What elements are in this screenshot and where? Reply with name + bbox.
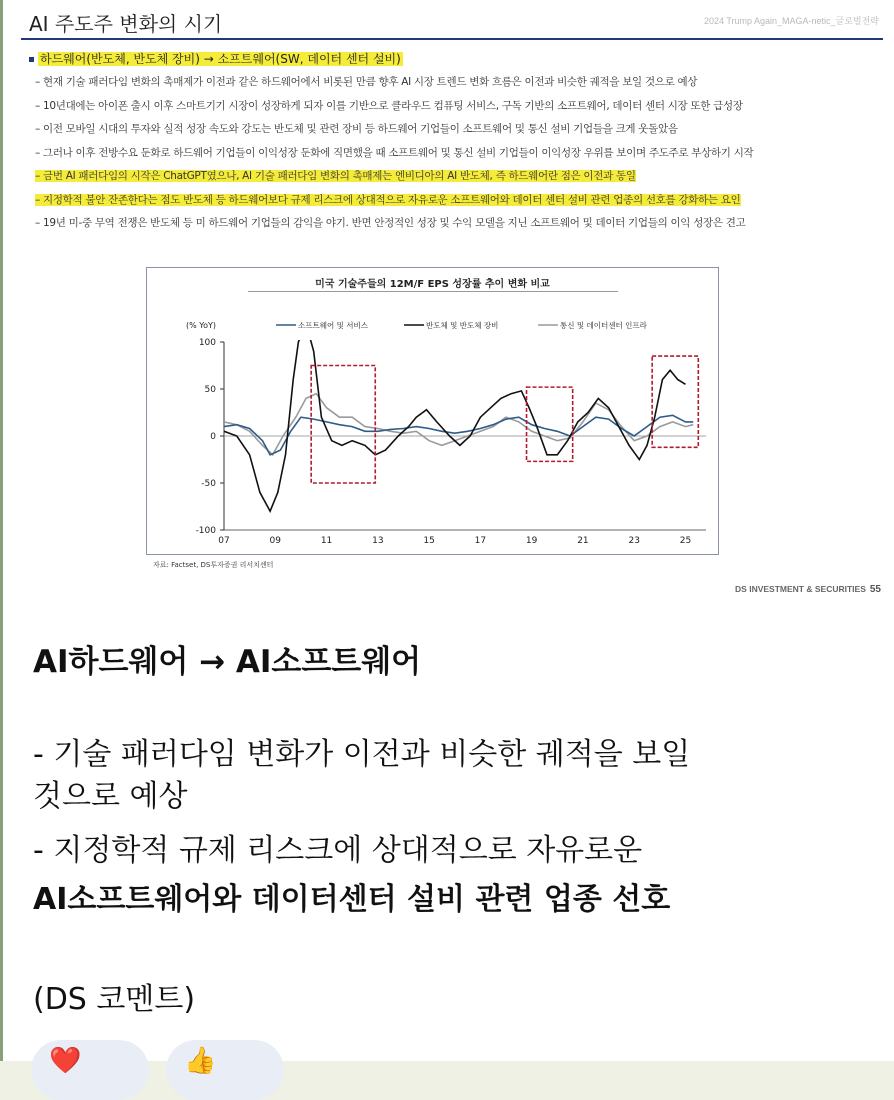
bullet-item: – 지정학적 불안 잔존한다는 점도 반도체 등 하드웨어보다 규제 리스크에 상대적으로 자유로운 소프트웨어와 데이터 센터 설비 관련 업종의 선호를 강화하는 요인 bbox=[35, 194, 741, 206]
slide-footer: DS INVESTMENT & SECURITIES 55 bbox=[735, 584, 881, 595]
message-line: 것으로 예상 bbox=[33, 779, 188, 814]
y-tick-label: 50 bbox=[204, 385, 216, 395]
page-number: 55 bbox=[869, 584, 881, 595]
bullet-item: – 이전 모바일 시대의 투자와 실적 성장 속도와 강도는 반도체 및 관련 장비 등 하드웨어 기업들이 소프트웨어 및 통신 설비 기업들을 크게 웃돌았음 bbox=[35, 123, 678, 135]
thumbs-up-icon: 👍 bbox=[184, 1046, 217, 1076]
x-tick-label: 15 bbox=[423, 536, 435, 546]
bullet-item: – 그러나 이후 전방수요 둔화로 하드웨어 기업들이 이익성장 둔화에 직면했을 때 소프트웨어 및 통신 설비 기업들이 이익성장 우위를 보이며 주도주로 부상하기 시작 bbox=[35, 147, 754, 159]
slide-heading: 하드웨어(반도체, 반도체 장비) → 소프트웨어(SW, 데이터 센터 설비) bbox=[29, 50, 403, 67]
x-tick-label: 11 bbox=[320, 536, 333, 546]
x-tick-label: 13 bbox=[372, 536, 384, 546]
highlight-box bbox=[652, 356, 698, 447]
bullet-square-icon bbox=[29, 57, 34, 62]
legend-label: 소프트웨어 및 서비스 bbox=[298, 321, 368, 330]
x-tick-label: 21 bbox=[577, 536, 589, 546]
message-line: - 지정학적 규제 리스크에 상대적으로 자유로운 bbox=[33, 833, 643, 868]
heart-icon: ❤️ bbox=[49, 1046, 82, 1076]
chart-title: 미국 기술주들의 12M/F EPS 성장률 추이 변화 비교 bbox=[315, 279, 550, 290]
series-line-1 bbox=[224, 323, 686, 511]
y-tick-label: 0 bbox=[210, 432, 216, 442]
x-tick-label: 19 bbox=[525, 536, 538, 546]
slide-report-tag: 2024 Trump Again_MAGA-netic_글로벌전략 bbox=[703, 16, 879, 26]
chart-source: 자료: Factset, DS투자증권 리서치센터 bbox=[153, 561, 274, 569]
legend-label: 통신 및 데이터센터 인프라 bbox=[560, 321, 647, 330]
series-line-2 bbox=[224, 394, 693, 455]
y-tick-label: 100 bbox=[198, 338, 216, 348]
bullet-item: – 현재 기술 패러다임 변화의 촉매제가 이전과 같은 하드웨어에서 비롯된 만큼 향후 AI 시장 트렌드 변화 흐름은 이전과 비슷한 궤적을 보일 것으로 예상 bbox=[35, 76, 698, 88]
x-tick-label: 17 bbox=[474, 536, 487, 546]
bullet-item: – 금번 AI 패러다임의 시작은 ChatGPT였으나, AI 기술 패러다임 변화의 촉매제는 엔비디아의 AI 반도체, 즉 하드웨어란 점은 이전과 동일 bbox=[35, 170, 636, 182]
x-tick-label: 07 bbox=[218, 536, 230, 546]
message-bold-line: AI소프트웨어와 데이터센터 설비 관련 업종 선호 bbox=[33, 882, 671, 917]
highlight-box bbox=[527, 387, 573, 461]
slide-title: AI 주도주 변화의 시기 bbox=[29, 12, 223, 36]
reaction-heart[interactable] bbox=[31, 1040, 149, 1100]
bullet-item: – 10년대에는 아이폰 출시 이후 스마트기기 시장이 성장하게 되자 이를 기반으로 클라우드 컴퓨팅 서비스, 구독 기반의 소프트웨어, 데이터 센터 시장 또한 급성장 bbox=[35, 100, 743, 112]
y-tick-label: -50 bbox=[201, 479, 216, 489]
bullet-item: – 19년 미-중 무역 전쟁은 반도체 등 미 하드웨어 기업들의 감익을 야기. 반면 안정적인 성장 및 수익 모델을 지닌 소프트웨어 및 데이터 기업들의 이익 성장은 견고 bbox=[35, 217, 746, 229]
reaction-thumbs-up[interactable] bbox=[166, 1040, 284, 1100]
y-axis-label: (% YoY) bbox=[186, 321, 216, 330]
x-tick-label: 25 bbox=[679, 536, 692, 546]
message-comment: (DS 코멘트) bbox=[33, 982, 196, 1017]
y-tick-label: -100 bbox=[195, 526, 216, 536]
x-tick-label: 09 bbox=[269, 536, 282, 546]
title-divider bbox=[21, 38, 883, 40]
highlight-box bbox=[311, 366, 375, 484]
slide-image[interactable] bbox=[3, 0, 894, 610]
message-line: - 기술 패러다임 변화가 이전과 비슷한 궤적을 보일 bbox=[33, 737, 691, 772]
message-title: AI하드웨어 → AI소프트웨어 bbox=[33, 644, 422, 680]
x-tick-label: 23 bbox=[628, 536, 640, 546]
eps-growth-chart bbox=[146, 267, 719, 555]
legend-label: 반도체 및 반도체 장비 bbox=[426, 321, 499, 330]
